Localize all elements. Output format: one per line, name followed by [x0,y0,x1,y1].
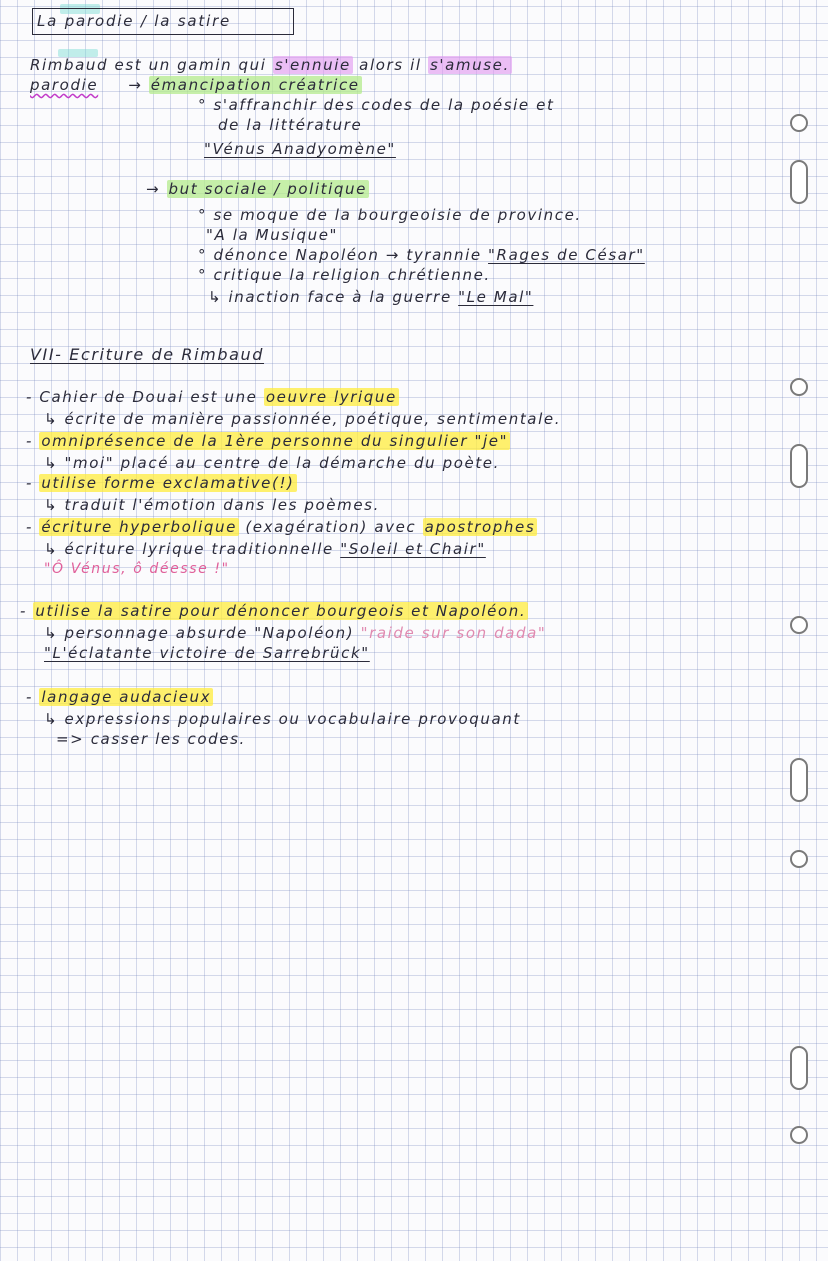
text-line: "A la Musique" [206,226,339,244]
text-line: => casser les codes. [56,730,246,748]
text-line: ↳ expressions populaires ou vocabulaire provoquant [44,710,521,728]
text-line: → but sociale / politique [146,180,367,198]
highlight-pink: s'amuse. [429,56,510,74]
wavy-underlined-label: parodie [30,76,99,94]
text-line: "L'éclatante victoire de Sarrebrück" [44,644,370,662]
text-line: ° critique la religion chrétienne. [198,266,491,284]
binder-hole-icon [790,378,808,396]
text-line: ↳ personnage absurde "Napoléon) "raide sur son dada" [44,624,547,642]
binder-hole-icon [790,616,808,634]
binder-hole-slot-icon [790,160,808,204]
highlight-yellow: apostrophes [424,518,536,536]
highlight-yellow: langage audacieux [41,688,212,706]
text-line: ↳ écriture lyrique traditionnelle "Soleil et Chair" [44,540,486,558]
text-line: ° dénonce Napoléon → tyrannie "Rages de César" [198,246,645,264]
text-line: ° se moque de la bourgeoisie de province. [198,206,582,224]
text-line: de la littérature [218,116,363,134]
highlight-yellow: écriture hyperbolique [41,518,237,536]
page-title: La parodie / la satire [32,8,294,35]
highlight-green: émancipation créatrice [150,76,360,94]
text-line: - écriture hyperbolique (exagération) avec apostrophes [26,518,536,536]
highlight-yellow: oeuvre lyrique [265,388,397,406]
text-line: "Ô Vénus, ô déesse !" [44,561,230,577]
text-line: ↳ traduit l'émotion dans les poèmes. [44,496,380,514]
highlight-pink: s'ennuie [274,56,351,74]
binder-hole-icon [790,850,808,868]
text-line: - langage audacieux [26,688,212,706]
section-heading: VII- Ecriture de Rimbaud [30,345,264,364]
text-line: ° s'affranchir des codes de la poésie et [198,96,555,114]
highlight-yellow: omniprésence de la 1ère personne du singulier "je" [41,432,509,450]
text-line: - omniprésence de la 1ère personne du singulier "je" [26,432,509,450]
text-line: - utilise la satire pour dénoncer bourgeois et Napoléon. [20,602,527,620]
binder-hole-slot-icon [790,444,808,488]
highlight-yellow: utilise la satire pour dénoncer bourgeois et Napoléon. [35,602,527,620]
highlight-green: but sociale / politique [168,180,367,198]
text-line: ↳ inaction face à la guerre "Le Mal" [208,288,534,306]
text-line: ↳ "moi" placé au centre de la démarche du poète. [44,454,500,472]
text-line: Rimbaud est un gamin qui s'ennuie alors il s'amuse. [30,56,510,74]
text-line: - utilise forme exclamative(!) [26,474,295,492]
text-line: "Vénus Anadyomène" [204,140,396,158]
text-line: - Cahier de Douai est une oeuvre lyrique [26,388,397,406]
binder-hole-slot-icon [790,758,808,802]
binder-hole-slot-icon [790,1046,808,1090]
text-line: parodie → émancipation créatrice [30,76,360,94]
highlight-yellow: utilise forme exclamative(!) [41,474,295,492]
binder-hole-icon [790,1126,808,1144]
text-line: ↳ écrite de manière passionnée, poétique, sentimentale. [44,410,562,428]
binder-hole-icon [790,114,808,132]
